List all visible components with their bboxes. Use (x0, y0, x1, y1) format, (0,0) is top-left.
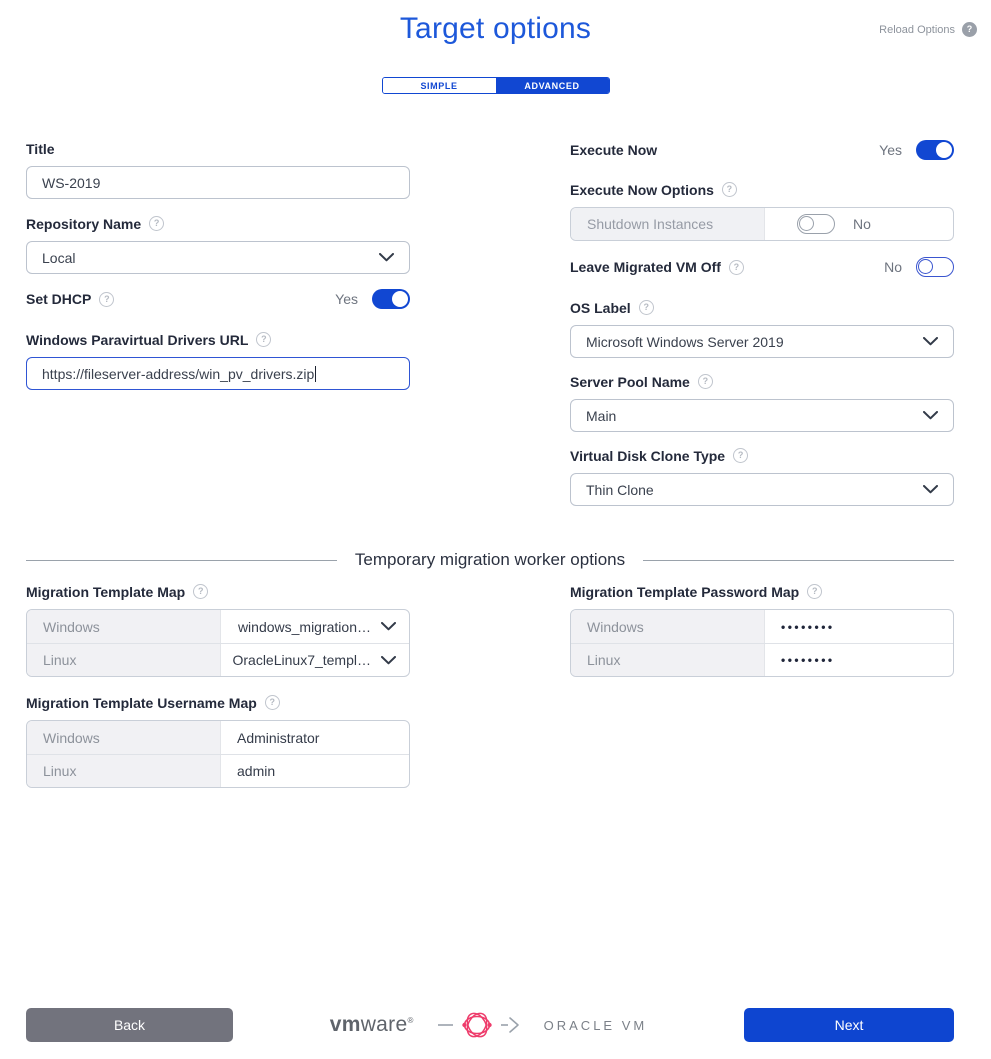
page-header (0, 0, 991, 46)
password-map-windows-input[interactable]: •••••••• (781, 619, 835, 634)
shutdown-instances-label: Shutdown Instances (571, 208, 765, 240)
set-dhcp-state: Yes (335, 291, 358, 307)
template-map-linux-select[interactable]: OracleLinux7_templ… (221, 644, 409, 676)
table-row (27, 754, 409, 787)
migration-template-password-map-table (570, 609, 954, 677)
help-icon[interactable]: ? (807, 584, 822, 599)
migration-direction-indicator (438, 1008, 520, 1042)
migration-template-map-table (26, 609, 410, 677)
os-label-select[interactable]: Microsoft Windows Server 2019 (570, 325, 954, 358)
execute-now-state: Yes (879, 142, 902, 158)
chevron-down-icon (381, 656, 396, 665)
repository-name-label: Repository Name ? (26, 215, 410, 232)
tab-simple[interactable]: SIMPLE (383, 78, 496, 93)
leave-migrated-vm-off-toggle[interactable] (916, 257, 954, 277)
divider-line (643, 560, 954, 561)
help-icon[interactable]: ? (193, 584, 208, 599)
set-dhcp-label: Set DHCP ? (26, 291, 114, 308)
execute-now-row (570, 140, 954, 160)
execute-now-label: Execute Now (570, 142, 658, 158)
map-key-windows: Windows (27, 721, 221, 754)
reload-options-button[interactable] (879, 22, 977, 37)
help-icon[interactable]: ? (722, 182, 737, 197)
server-pool-name-select[interactable]: Main (570, 399, 954, 432)
server-pool-name-label: Server Pool Name ? (570, 373, 954, 390)
drivers-url-label: Windows Paravirtual Drivers URL ? (26, 331, 410, 348)
map-key-linux: Linux (27, 644, 221, 676)
left-column (26, 140, 410, 390)
wizard-footer (26, 1008, 954, 1042)
password-map-linux-input[interactable]: •••••••• (781, 653, 835, 667)
help-icon[interactable]: ? (149, 216, 164, 231)
divider-line (26, 560, 337, 561)
help-icon[interactable]: ? (729, 260, 744, 275)
migration-template-username-map-table (26, 720, 410, 788)
chevron-down-icon (379, 253, 394, 262)
maps-columns (0, 583, 991, 788)
map-key-linux: Linux (571, 644, 765, 676)
maps-right-column (570, 583, 954, 677)
maps-left-column (26, 583, 410, 788)
execute-now-options-box (570, 207, 954, 241)
title-label: Title (26, 140, 55, 157)
section-title: Temporary migration worker options (354, 550, 626, 569)
vmware-logo: vmware® (329, 1013, 414, 1036)
migration-template-username-map-label: Migration Template Username Map ? (26, 694, 410, 711)
table-row (571, 610, 953, 643)
chevron-down-icon (923, 411, 938, 420)
shutdown-instances-toggle[interactable] (797, 214, 835, 234)
username-map-linux-input[interactable]: admin (237, 763, 276, 779)
help-icon[interactable]: ? (962, 22, 977, 37)
os-label-label: OS Label ? (570, 299, 954, 316)
leave-migrated-vm-off-state: No (884, 259, 902, 275)
migration-template-password-map-label: Migration Template Password Map ? (570, 583, 954, 600)
title-input[interactable] (26, 166, 410, 199)
section-divider (26, 550, 954, 570)
logo-strip (233, 1008, 744, 1042)
set-dhcp-toggle[interactable] (372, 289, 410, 309)
shutdown-instances-value (765, 208, 953, 240)
drivers-url-input[interactable]: https://fileserver-address/win_pv_drivers.zip (26, 357, 410, 390)
text-caret (315, 366, 316, 382)
dash-icon (438, 1023, 454, 1027)
table-row (571, 643, 953, 676)
leave-migrated-vm-off-label: Leave Migrated VM Off ? (570, 259, 744, 276)
registered-mark: ® (407, 1016, 414, 1025)
shutdown-instances-state: No (853, 216, 871, 232)
map-key-windows: Windows (27, 610, 221, 643)
arrow-right-icon (500, 1016, 520, 1034)
mode-tabs (382, 77, 610, 94)
form-columns (0, 140, 991, 506)
help-icon[interactable]: ? (265, 695, 280, 710)
help-icon[interactable]: ? (698, 374, 713, 389)
chevron-down-icon (381, 622, 396, 631)
table-row (27, 610, 409, 643)
chevron-down-icon (923, 485, 938, 494)
tab-advanced[interactable]: ADVANCED (496, 78, 609, 93)
migrate-atom-icon (460, 1008, 494, 1042)
help-icon[interactable]: ? (639, 300, 654, 315)
table-row (27, 721, 409, 754)
leave-migrated-vm-off-row (570, 257, 954, 277)
help-icon[interactable]: ? (256, 332, 271, 347)
page-title: Target options (399, 12, 592, 45)
migration-template-map-label: Migration Template Map ? (26, 583, 410, 600)
reload-options-label: Reload Options (879, 23, 955, 36)
repository-name-select[interactable]: Local (26, 241, 410, 274)
right-column (570, 140, 954, 506)
virtual-disk-clone-type-select[interactable]: Thin Clone (570, 473, 954, 506)
table-row (27, 643, 409, 676)
execute-now-options-label: Execute Now Options ? (570, 181, 954, 198)
next-button[interactable]: Next (744, 1008, 954, 1042)
oracle-vm-logo: ORACLE VM (543, 1017, 648, 1033)
set-dhcp-row (26, 289, 410, 309)
username-map-windows-input[interactable]: Administrator (237, 729, 320, 746)
map-key-windows: Windows (571, 610, 765, 643)
back-button[interactable]: Back (26, 1008, 233, 1042)
help-icon[interactable]: ? (733, 448, 748, 463)
virtual-disk-clone-type-label: Virtual Disk Clone Type ? (570, 447, 954, 464)
template-map-windows-select[interactable]: windows_migration… (221, 610, 409, 643)
chevron-down-icon (923, 337, 938, 346)
map-key-linux: Linux (27, 755, 221, 787)
execute-now-toggle[interactable] (916, 140, 954, 160)
help-icon[interactable]: ? (99, 292, 114, 307)
